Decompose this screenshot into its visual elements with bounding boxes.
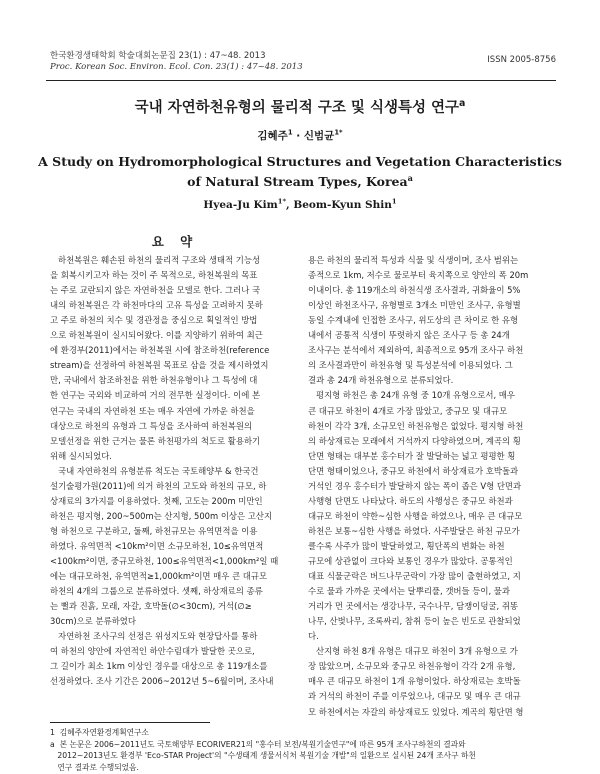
body-line: 국내 자연하천의 유형분류 척도는 국토해양부 & 한국건: [58, 465, 259, 476]
body-line: 매우 큰 대규모 하천이 1개 유형이었다. 하상재료는 호박돌: [308, 676, 521, 687]
author-en-2: Beom-Kyun Shin: [293, 199, 392, 211]
body-line: 결과 총 24개 하천유형으로 분류되었다.: [308, 375, 454, 386]
body-line: 큰 대규모 하천이 4개로 가장 많았고, 중규모 및 대규모: [308, 405, 508, 416]
body-line: 으로 하천복원이 실시되어왔다. 이를 지양하기 위하여 최근: [50, 330, 263, 341]
body-line: <100km²이면, 중규모하천, 100≤유역면적<1,000km²일 때: [50, 556, 279, 566]
body-line: 동일 수계내에 인접한 조사구, 위도상의 큰 차이로 한 유형: [308, 315, 519, 326]
author-ko-2: 신범균: [303, 130, 335, 142]
author-en-separator: ,: [286, 199, 294, 211]
body-line: 이내이다. 총 119개소의 하천식생 조사결과, 귀화율이 5%: [308, 285, 521, 296]
author-en-1-sup: 1*: [277, 197, 287, 206]
body-line: 나무, 산벚나무, 조록싸리, 참취 등이 높은 빈도로 관찰되었: [308, 616, 521, 627]
body-line: 30cm)으로 분류하였다: [50, 616, 136, 627]
body-line: 대상으로 하천의 유형과 그 특성을 조사하여 하천복원의: [50, 420, 253, 431]
body-line: 과 거석의 하천이 주를 이루었으나, 대규모 및 매우 큰 대규: [308, 691, 521, 702]
footnote-line: 연구 결과로 수행되었음.: [50, 762, 139, 772]
authors-ko: [0, 128, 600, 143]
body-line: 에는 대규모하천, 유역면적≥1,000km²이면 매우 큰 대규모: [50, 571, 268, 582]
paper-title-ko: [0, 96, 600, 117]
body-line: 을 회복시키고자 하는 것이 주 목적으로, 하천복원의 목표: [50, 270, 258, 281]
body-line: 하였다. 유역면적 <10km²이면 소규모하천, 10≤유역면적: [50, 540, 264, 551]
footnote-line: 1 김혜주자연환경계획연구소: [50, 728, 149, 737]
author-ko-2-sup: 1*: [334, 128, 343, 137]
issn-label: ISSN 2005-8756: [487, 55, 556, 65]
body-line: 다.: [308, 631, 319, 642]
body-line: 의 조사결과만이 하천유형 및 특성분석에 이용되었다. 그: [308, 360, 513, 371]
body-line: 하천의 4개의 그룹으로 분류하였다. 셋째, 하상재료의 종류: [50, 586, 263, 597]
journal-header-en: Proc. Korean Soc. Environ. Ecol. Con. 23(1) : 47~48. 2013: [50, 62, 303, 72]
body-line: 에 환경부(2011)에서는 하천복원 시에 참조하천(reference: [50, 345, 270, 356]
authors-en: [0, 199, 600, 211]
abstract-heading: 요 약: [151, 234, 199, 249]
author-ko-1-sup: 1: [287, 128, 293, 137]
footnote-rule: [50, 722, 210, 723]
body-line: 는 주로 교란되지 않은 자연하천을 모델로 한다. 그러나 국: [50, 285, 261, 296]
body-line: 선정하였다. 조사 기간은 2006~2012년 5~6월이며, 조사내: [50, 676, 274, 687]
title-en-line-2-wrap: [0, 172, 600, 192]
body-line: 형 하천으로 구분하고, 둘째, 하천규모는 유역면적을 이용: [50, 525, 258, 536]
body-line: 자연하천 조사구의 선정은 위성지도와 현장답사를 통하: [58, 631, 258, 642]
body-line: 한 연구는 국외와 비교하여 거의 전무한 실정이다. 이에 본: [50, 390, 261, 401]
title-en-sup: a: [407, 172, 413, 183]
footnote-line: a 본 논문은 2006~2011년도 국토해양부 ECORIVER21의 "홍수터 보전/복원기술연구"에 따른 95개 조사구하천의 결과와: [50, 739, 466, 749]
body-line: 는 뻘과 진흙, 모래, 자갈, 호박돌(∅<30cm), 거석(∅≥: [50, 601, 252, 612]
body-line: 하천은 평지형, 200~500m는 산지형, 500m 이상은 고산지: [50, 510, 273, 521]
author-en-2-sup: 1: [391, 197, 397, 206]
body-line: 클수록 사주가 많이 발달하였고, 횡단폭의 변화는 하천: [308, 540, 505, 551]
body-line: 위해 실시되었다.: [50, 450, 112, 461]
title-ko-sup: a: [459, 98, 466, 110]
author-en-1: Hyea-Ju Kim: [203, 199, 278, 211]
body-line: 단면 형태이었으나, 중규모 하천에서 하상재료가 호박돌과: [308, 465, 519, 476]
body-line: 조사구는 분석에서 제외하여, 최종적으로 95개 조사구 하천: [308, 345, 524, 356]
body-line: 연구는 국내의 자연하천 또는 매우 자연에 가까운 하천을: [50, 405, 255, 416]
body-line: 모 하천에서는 자갈의 하상재료도 있었다. 계곡의 횡단면 형: [308, 706, 524, 717]
body-line: 거석인 경우 홍수터가 발달하지 않는 폭이 좁은 V형 단면과: [308, 480, 522, 491]
journal-header-ko: 한국환경생태학회 학술대회논문집 23(1) : 47~48. 2013: [50, 51, 266, 61]
body-line: stream)을 선정하여 하천복원 목표로 삼을 것을 제시하였지: [50, 360, 269, 371]
body-line: 용은 하천의 물리적 특성과 식물 및 식생이며, 조사 범위는: [308, 255, 519, 265]
body-line: 하천이 각각 3개, 소규모인 하천유형은 없었다. 평지형 하천: [308, 420, 524, 431]
body-line: 상재료의 3가지를 이용하였다. 첫째, 고도는 200m 미만인: [50, 495, 263, 506]
body-line: 거리가 먼 곳에서는 생강나무, 국수나무, 담쟁이덩굴, 쥐똥: [308, 601, 519, 612]
body-line: 대규모 하천이 약한~심한 사행을 하였으나, 매우 큰 대규모: [308, 510, 523, 521]
footnote-line: 2012~2013년도 환경부 'Eco-STAR Project'의 "수생태계 생물서식처 복원기술 개발"의 일환으로 실시된 24개 조사구 하천: [50, 751, 476, 760]
title-ko-text: 국내 자연하천유형의 물리적 구조 및 식생특성 연구: [134, 100, 460, 116]
body-line: 내에서 공통적 식생이 뚜렷하지 않은 조사구 등 총 24개: [308, 330, 510, 341]
body-line: 의 하상재료는 모래에서 거석까지 다양하였으며, 계곡의 횡: [308, 435, 521, 446]
body-line: 종적으로 1km, 저수로 물로부터 육지쪽으로 양안의 폭 20m: [308, 270, 529, 281]
body-line: 여 하천의 양안에 자연적인 하안수림대가 발달한 곳으로,: [50, 646, 255, 657]
body-line: 수로 물과 가까운 곳에서는 달뿌리풀, 갯버들 등이, 물과: [308, 586, 510, 597]
body-line: 하천복원은 훼손된 하천의 물리적 구조와 생태적 기능성: [58, 255, 261, 265]
body-line: 만, 국내에서 참조하천을 위한 하천유형이나 그 특성에 대: [50, 375, 258, 386]
header-rule: [46, 80, 556, 81]
body-line: 사행형 단면도 나타났다. 하도의 사행성은 중규모 하천과: [308, 495, 513, 506]
author-ko-separator: ·: [292, 130, 304, 142]
title-en-line-2: of Natural Stream Types, Korea: [187, 174, 408, 189]
body-line: 이상인 하천조사구, 유형별로 3개소 미만인 조사구, 유형별: [308, 300, 521, 311]
body-line: 그 길이가 최소 1km 이상인 경우를 대상으로 총 119개소를: [50, 661, 268, 672]
body-line: 설기술평가원(2011)에 의거 하천의 고도와 하천의 규모, 하: [50, 480, 267, 491]
author-ko-1: 김혜주: [257, 130, 288, 142]
body-line: 대표 식물군락은 버드나무군락이 가장 많이 출현하였고, 지: [308, 571, 521, 582]
body-line: 고 주로 하천의 치수 및 경관정을 중심으로 획일적인 방법: [50, 315, 258, 326]
body-line: 내의 하천복원은 각 하천마다의 고유 특성을 고려하지 못하: [50, 300, 263, 311]
title-en-line-1: A Study on Hydromorphological Structures and Vegetation Characteristics: [38, 154, 562, 169]
paper-title-en: [0, 152, 600, 192]
body-line: 모델선정을 위한 근거는 물론 하천평가의 척도로 활용하기: [50, 435, 261, 446]
body-line: 평지형 하천은 총 24개 유형 중 10개 유형으로서, 매우: [316, 390, 515, 401]
body-line: 장 많았으며, 소규모와 중규모 하천유형이 각각 2개 유형,: [308, 661, 516, 672]
body-line: 단면 형태는 대부분 홍수터가 잘 발달하는 넓고 평평한 횡: [308, 450, 516, 461]
body-line: 하천은 보통~심한 사행을 하였다. 사주발달은 하천 규모가: [308, 525, 520, 536]
body-line: 규모에 상관없이 크다와 보통인 경우가 많았다. 공통적인: [308, 556, 513, 566]
body-line: 산지형 하천 8개 유형은 대규모 하천이 3개 유형으로 가: [316, 646, 518, 657]
